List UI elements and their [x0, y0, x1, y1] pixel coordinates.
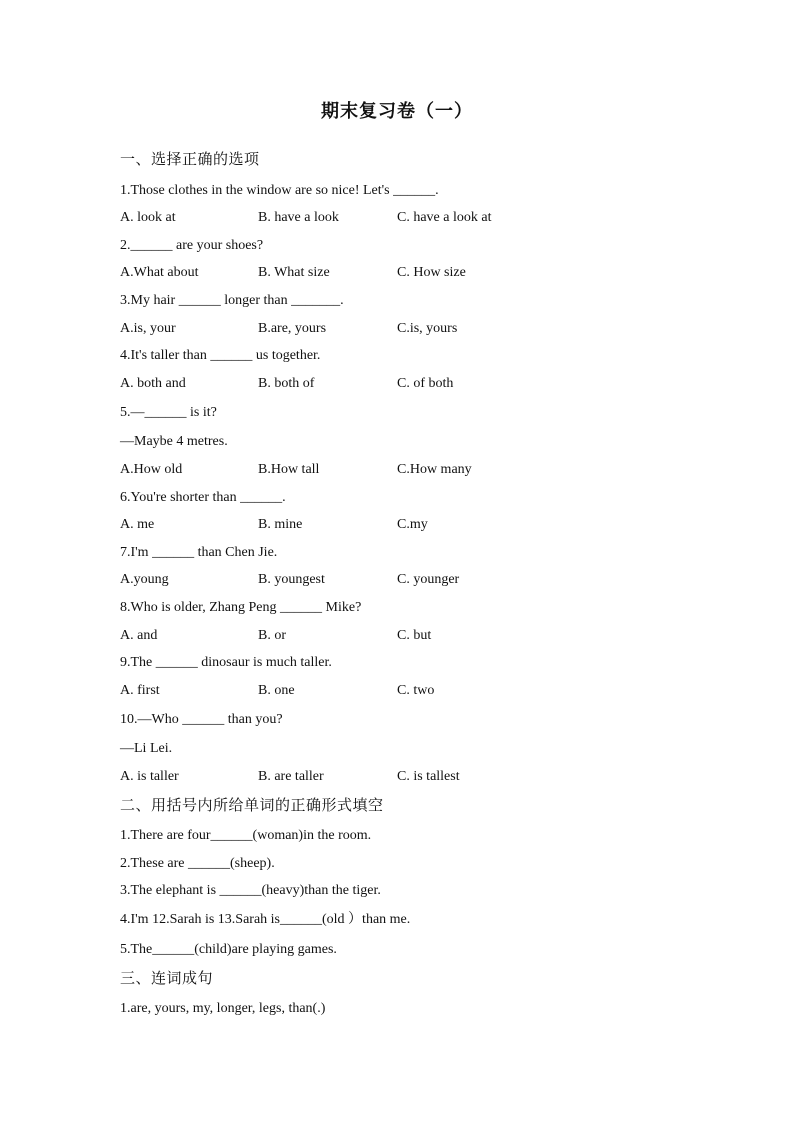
- question-7-option-c: C. younger: [397, 572, 460, 587]
- question-7-stem: 7.I'm ______ than Chen Jie.: [120, 545, 278, 560]
- question-8-option-c: C. but: [397, 628, 432, 643]
- question-2-option-a: A.What about: [120, 265, 199, 280]
- question-7-option-a: A.young: [120, 572, 169, 587]
- question-4-option-b: B. both of: [258, 376, 315, 391]
- question-3-option-c: C.is, yours: [397, 321, 458, 336]
- question-8-option-b: B. or: [258, 628, 286, 643]
- question-1-option-a: A. look at: [120, 210, 176, 225]
- question-3-option-b: B.are, yours: [258, 321, 327, 336]
- question-8-stem: 8.Who is older, Zhang Peng ______ Mike?: [120, 600, 362, 615]
- question-7-option-b: B. youngest: [258, 572, 325, 587]
- question-6-stem: 6.You're shorter than ______.: [120, 490, 286, 505]
- question-4-stem: 4.It's taller than ______ us together.: [120, 348, 321, 363]
- fill-item: 2.These are ______(sheep).: [120, 856, 275, 871]
- question-8-option-a: A. and: [120, 628, 158, 643]
- question-10-reply: —Li Lei.: [120, 741, 173, 756]
- question-9-option-a: A. first: [120, 683, 160, 698]
- question-1-stem: 1.Those clothes in the window are so nice! Let's ______.: [120, 183, 439, 198]
- question-1-option-c: C. have a look at: [397, 210, 492, 225]
- question-9-stem: 9.The ______ dinosaur is much taller.: [120, 655, 332, 670]
- question-10-option-c: C. is tallest: [397, 769, 460, 784]
- question-2-option-b: B. What size: [258, 265, 330, 280]
- question-5-option-c: C.How many: [397, 462, 472, 477]
- question-10-option-a: A. is taller: [120, 769, 179, 784]
- question-9-option-b: B. one: [258, 683, 295, 698]
- question-5-option-a: A.How old: [120, 462, 183, 477]
- question-6-option-c: C.my: [397, 517, 428, 532]
- section-2-heading: 二、用括号内所给单词的正确形式填空: [120, 796, 384, 814]
- order-item: 1.are, yours, my, longer, legs, than(.): [120, 1001, 326, 1016]
- section-3-heading: 三、连词成句: [120, 969, 214, 987]
- question-5-option-b: B.How tall: [258, 462, 320, 477]
- question-4-option-a: A. both and: [120, 376, 186, 391]
- question-5-reply: —Maybe 4 metres.: [120, 434, 228, 449]
- fill-item: 3.The elephant is ______(heavy)than the tiger.: [120, 883, 381, 898]
- question-6-option-b: B. mine: [258, 517, 303, 532]
- question-10-stem: 10.—Who ______ than you?: [120, 712, 283, 727]
- fill-item: 4.I'm 12.Sarah is 13.Sarah is______(old ）than me.: [120, 912, 411, 927]
- question-4-option-c: C. of both: [397, 376, 454, 391]
- question-10-option-b: B. are taller: [258, 769, 324, 784]
- question-9-option-c: C. two: [397, 683, 435, 698]
- question-5-stem: 5.—______ is it?: [120, 405, 217, 420]
- question-2-stem: 2.______ are your shoes?: [120, 238, 264, 253]
- fill-item: 1.There are four______(woman)in the room.: [120, 828, 372, 843]
- question-3-stem: 3.My hair ______ longer than _______.: [120, 293, 344, 308]
- question-6-option-a: A. me: [120, 517, 155, 532]
- question-1-option-b: B. have a look: [258, 210, 339, 225]
- page-title: 期末复习卷（一）: [321, 101, 473, 122]
- section-1-heading: 一、选择正确的选项: [120, 150, 260, 168]
- question-2-option-c: C. How size: [397, 265, 466, 280]
- question-3-option-a: A.is, your: [120, 321, 176, 336]
- fill-item: 5.The______(child)are playing games.: [120, 942, 337, 957]
